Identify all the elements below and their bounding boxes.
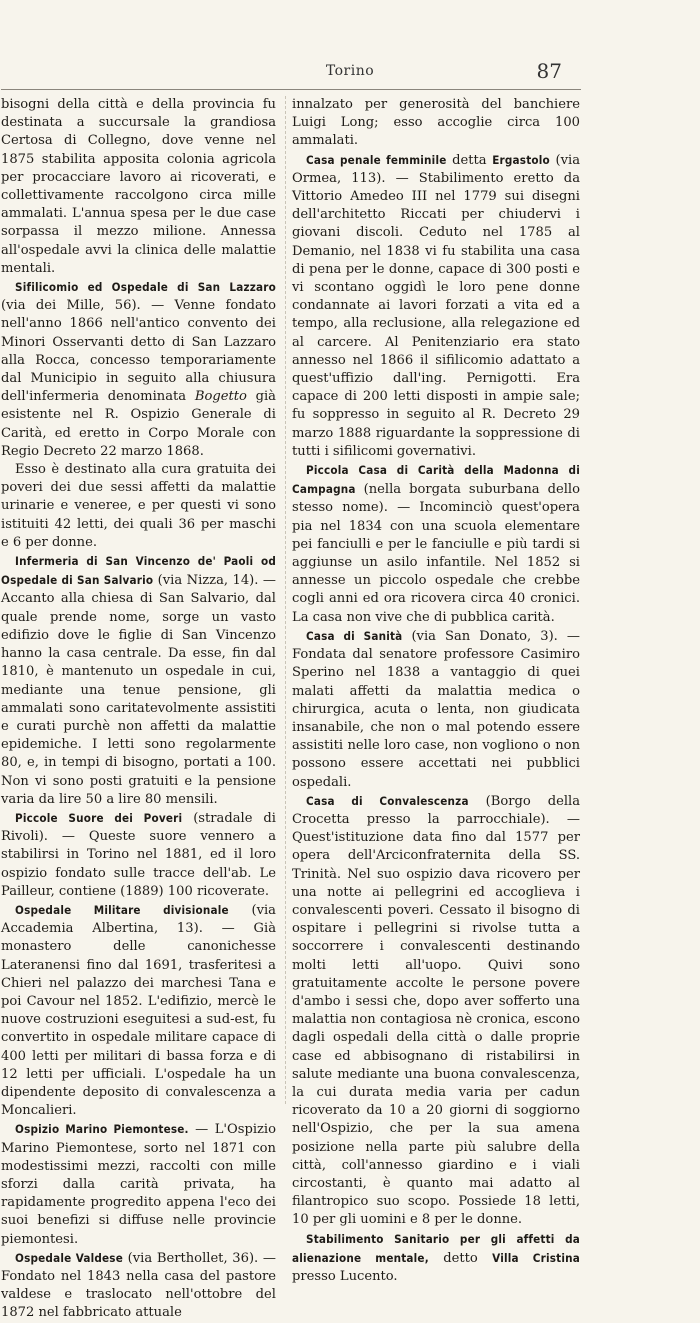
entry-ospedale-militare: Ospedale Militare divisionale (via Accademia Albertina, 13). — Già monastero delle canonichesse Lateranensi fino dal 1691, trasferitesi a Chieri nel palazzo dei marchesi Tana e poi Cavour nel 1852. L'edifizio, mercè le nuove costruzioni eseguitesi a sud-est, fu convertito in ospedale militare capace di 400 letti per militari di bassa forza e di 12 letti per ufficiali. L'ospedale ha un dipendente deposito di convalescenza a Moncalieri.	[1, 902, 276, 1119]
entry-san-lazzaro: Sifilicomio ed Ospedale di San Lazzaro (via dei Mille, 56). — Venne fondato nell'anno 1866 nell'antico convento dei Minori Osservanti detto di San Lazzaro alla Rocca, concesso temporariamente dal Municipio in seguito alla chiusura dell'infermeria denominata Bogetto già esistente nel R. Ospizio Generale di Carità, ed eretto in Corpo Morale con Regio Decreto 22 marzo 1868.	[1, 280, 276, 459]
entry-casa-penale: Casa penale femminile detta Ergastolo (via Ormea, 113). — Stabilimento eretto da Vittorio Amedeo III nel 1779 sui disegni dell'architetto Riccati per chiudervi i giovani discoli. Ceduto nel 1785 al Demanio, nel 1838 vi fu stabilita una casa di pena per le donne, capace di 300 posti e vi scontano oggidì le loro pene donne condannate ai lavori forzati a vita ed a tempo, alla reclusione, alla relegazione ed al carcere. Al Penitenziario era stato annesso nel 1866 il sifilicomio adattato a quest'uffizio dall'ing. Pernigotti. Era capace di 200 letti disposti in ampie sale; fu soppresso in seguito al R. Decreto 29 marzo 1888 riguardante la soppressione di tutti i sifilicomi governativi.	[292, 152, 580, 459]
right-column	[292, 96, 580, 1286]
entry-piccola-casa: Piccola Casa di Carità della Madonna di Campagna (nella borgata suburbana dello stesso nome). — Incominciò quest'opera pia nel 1834 con una scuola elementare pei fanciulli e per le fanciulle e più tardi si aggiunse un asilo infantile. Nel 1852 si annesse un piccolo ospedale che crebbe cogli anni ed ora ricovera circa 40 cronici. La casa non vive che di pubblica carità.	[292, 463, 580, 625]
entry-title: Infermeria di San Vincenzo de' Paoli od Ospedale di San Salvario	[1, 554, 276, 588]
header-rule	[1, 89, 581, 90]
entry-piccole-suore: Piccole Suore dei Poveri (stradale di Rivoli). — Queste suore vennero a stabilirsi in Torino nel 1881, ed il loro ospizio fondato sulle tracce dell'ab. Le Pailleur, contiene (1889) 100 ricoverate.	[1, 810, 276, 899]
entry-title: Ospizio Marino Piemontese.	[15, 1122, 189, 1137]
entry-ospizio-marino: Ospizio Marino Piemontese. — L'Ospizio Marino Piemontese, sorto nel 1871 con modestissimi mezzi, raccolti con mille sforzi dalla carità privata, ha rapidamente progredito appena l'eco dei suoi benefizi si diffuse nelle provincie piemontesi.	[1, 1122, 276, 1247]
entry-title: Piccole Suore dei Poveri	[15, 810, 183, 825]
entry-title: Piccola Casa di Carità della Madonna di Campagna	[292, 463, 580, 497]
entry-title: Ospedale Militare divisionale	[15, 902, 229, 917]
paragraph: innalzato per generosità del banchiere Luigi Long; esso accoglie circa 100 ammalati.	[292, 97, 580, 149]
entry-casa-sanita: Casa di Sanità (via San Donato, 3). — Fondata dal senatore professore Casimiro Sperino nel 1838 a vantaggio di quei malati affetti da malattia medica o chirurgica, acuta o lenta, non giudicata insanabile, che non o mal potendo essere assistiti nelle loro case, non vogliono o non possono essere accettati nei pubblici ospedali.	[292, 628, 580, 790]
entry-san-vincenzo: Infermeria di San Vincenzo de' Paoli od Ospedale di San Salvario (via Nizza, 14). — Accanto alla chiesa di San Salvario, dal quale prende nome, sorge un vasto edifizio dove le figlie di San Vincenzo hanno la casa centrale. Da esse, fin dal 1810, è mantenuto un ospedale in cui, mediante una tenue pensione, gli ammalati sono caritatevolmente assistiti e curati purchè non affetti da malattie epidemiche. I letti sono regolarmente 80, e, in tempi di bisogno, portati a 100. Non vi sono posti gratuiti e la pensione varia da lire 50 a lire 80 mensili.	[1, 554, 276, 807]
left-column	[1, 96, 276, 1323]
entry-title: Casa di Sanità	[306, 628, 403, 643]
entry-casa-convalescenza: Casa di Convalescenza (Borgo della Crocetta presso la parrocchiale). — Quest'istituzione data fino dal 1577 per opera dell'Arciconfraternita della SS. Trinità. Nel suo ospizio dava ricovero per una notte ai pellegrini ed accoglieva i convalescenti poveri. Cessato il bisogno di ospitare i pellegrini si rivolse tutta a soccorrere i convalescenti destinando molti letti all'uopo. Quivi sono gratuitamente accolte le persone povere d'ambo i sessi che, dopo aver sofferto una malattia non contagiosa nè cronica, escono dagli ospedali della città o dalle proprie case ed abbisognano di ristabilirsi in salute mediante una buona convalescenza, la cui durata media varia per cadun ricoverato da 10 a 20 giorni di soggiorno nell'Ospizio, che per la sua amena posizione nella parte più salubre della città, coll'annesso giardino e i viali circostanti, è quanto mai adatto al filantropico suo scopo. Possiede 18 letti, 10 per gli uomini e 8 per le donne.	[292, 793, 581, 1228]
entry-villa-cristina: Stabilimento Sanitario per gli affetti da alienazione mentale, detto Villa Cristina presso Lucento.	[292, 1231, 580, 1284]
paragraph: Esso è destinato alla cura gratuita dei poveri dei due sessi affetti da malattie urinarie e veneree, e per questi vi sono istituiti 42 letti, dei quali 36 per maschi e 6 per donne.	[1, 462, 276, 550]
paragraph: bisogni della città e della provincia fu destinata a succursale la grandiosa Certosa di Collegno, dove venne nel 1875 stabilita apposita colonia agricola per procacciare lavoro ai ricoverati, e collettivamente raccolgono circa mille ammalati. L'annua spesa per le due case sorpassa il mezzo milione. Annessa all'ospedale avvi la clinica delle malattie mentali.	[1, 97, 276, 276]
running-title: Torino	[325, 63, 375, 79]
entry-ospedale-valdese: Ospedale Valdese (via Berthollet, 36). — Fondato nel 1843 nella casa del pastore valdese e traslocato nell'ottobre del 1872 nel fabbricato attuale	[1, 1250, 276, 1321]
entry-title: Ospedale Valdese	[15, 1250, 123, 1265]
page-number: 87	[536, 59, 562, 83]
entry-title: Casa penale femminile	[306, 152, 447, 167]
entry-title: Sifilicomio ed Ospedale di San Lazzaro	[15, 280, 276, 295]
entry-title: Stabilimento Sanitario per gli affetti da alienazione mentale,	[292, 1231, 580, 1265]
column-separator	[285, 96, 287, 1104]
entry-title: Casa di Convalescenza	[306, 793, 469, 808]
page-header	[0, 59, 700, 87]
